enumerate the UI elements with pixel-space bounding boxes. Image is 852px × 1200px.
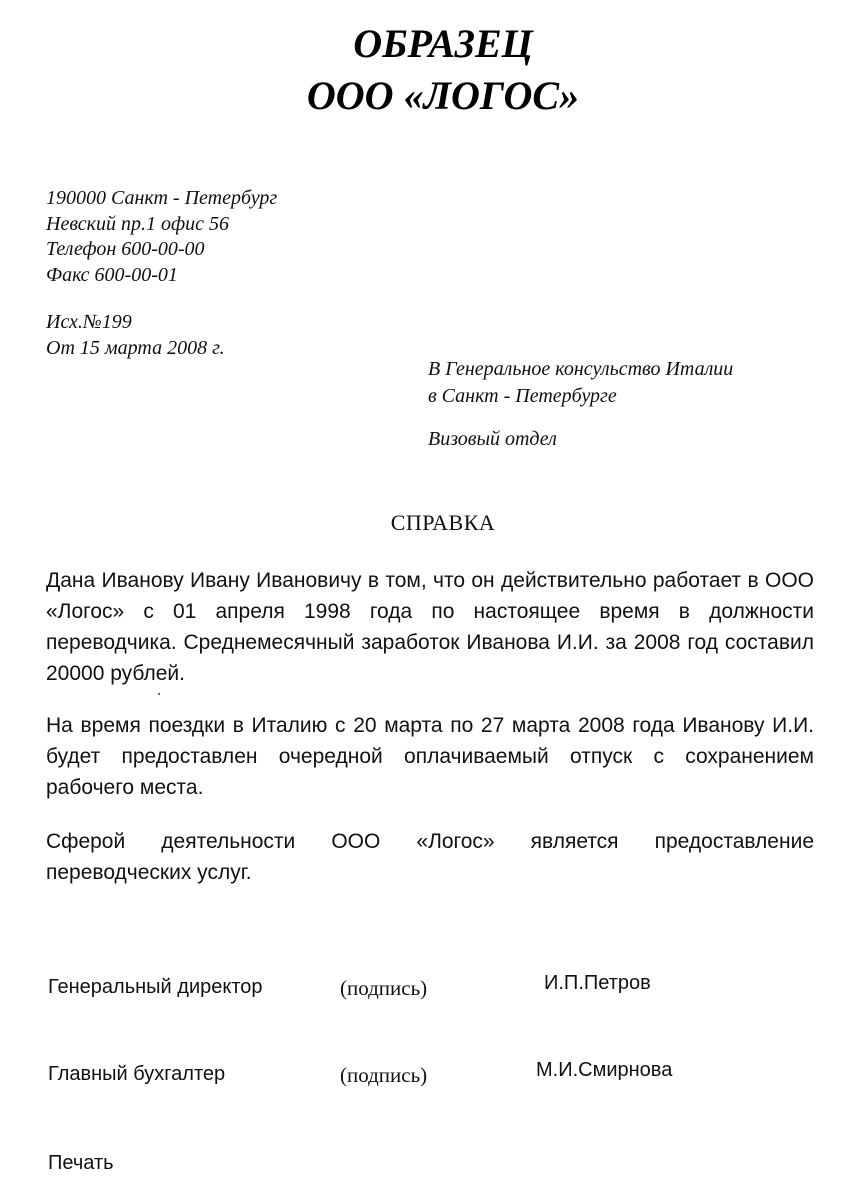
signature-row-director — [0, 972, 852, 1006]
sender-city: 190000 Санкт - Петербург — [46, 187, 278, 209]
sender-phone: Телефон 600-00-00 — [46, 238, 205, 260]
signature-name: М.И.Смирнова — [536, 1059, 673, 1081]
signature-placeholder: (подпись) — [340, 976, 428, 1000]
recipient-department: Визовый отдел — [428, 428, 557, 450]
paragraph-activity: Сферой деятельности ООО «Логос» является предоставление переводческих услуг. — [46, 830, 814, 884]
paragraph-employment: Дана Иванову Ивану Ивановичу в том, что он действительно работает в ООО «Логос» с 01 апреля 1998 года по настоящее время в должности переводчика. Среднемесячный заработок Иванова И.И. за 2008 год составил 20000 рублей. — [46, 569, 814, 685]
sender-fax: Факс 600-00-01 — [46, 263, 178, 286]
signature-row-accountant — [0, 1059, 852, 1093]
sender-address-block — [46, 186, 277, 288]
signature-role: Генеральный директор — [48, 976, 263, 998]
signature-placeholder: (подпись) — [340, 1063, 428, 1087]
document-title-text: СПРАВКА — [390, 510, 496, 535]
signature-role: Главный бухгалтер — [48, 1063, 226, 1085]
outgoing-number: Исх.№199 — [46, 311, 132, 333]
outgoing-date: От 15 марта 2008 г. — [46, 336, 225, 359]
letterhead — [0, 18, 852, 122]
paragraph-vacation: На время поездки в Италию с 20 марта по 27 марта 2008 года Иванову И.И. будет предоставлен очередной оплачиваемый отпуск с сохранением рабочего места. — [46, 714, 814, 799]
sample-heading: ОБРАЗЕЦ — [353, 21, 533, 66]
sender-street: Невский пр.1 офис 56 — [46, 212, 230, 235]
company-name: ООО «ЛОГОС» — [306, 73, 580, 118]
recipient-block — [428, 356, 733, 453]
outgoing-reference — [46, 310, 225, 361]
recipient-line-2: в Санкт - Петербурге — [428, 385, 617, 407]
document-title — [0, 510, 852, 536]
stray-dot-mark — [158, 693, 160, 695]
stamp-label: Печать — [48, 1152, 114, 1174]
recipient-line-1: В Генеральное консульство Италии — [428, 358, 734, 380]
signature-name: И.П.Петров — [544, 972, 651, 994]
